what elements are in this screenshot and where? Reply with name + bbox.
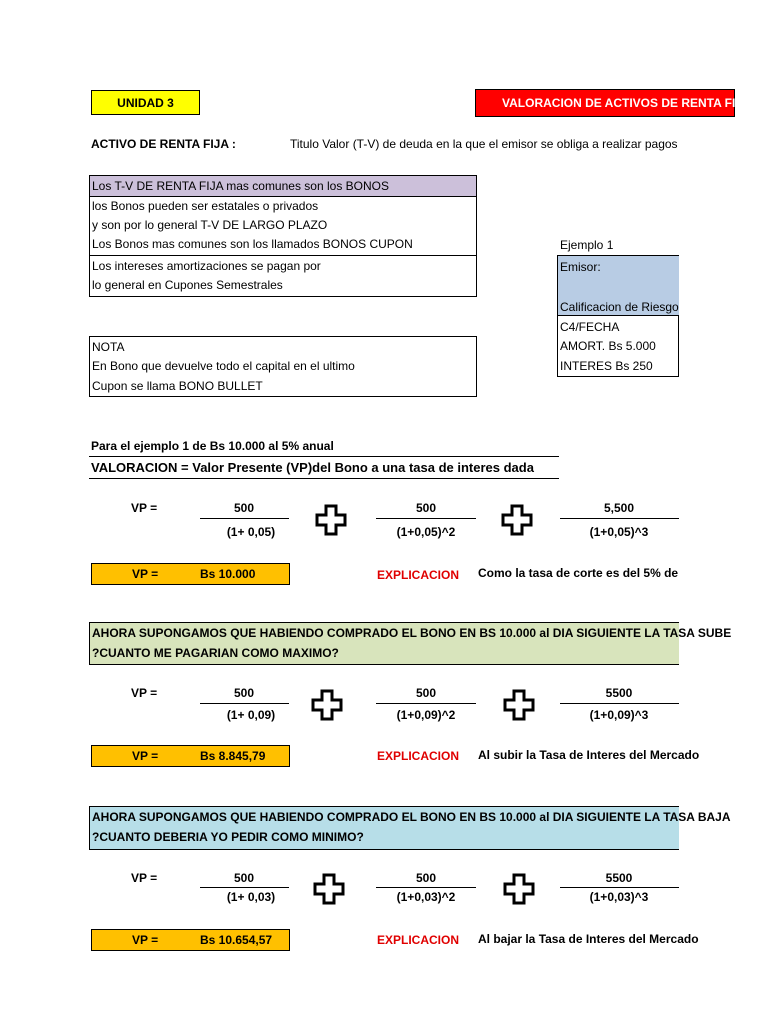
definition-text-clip (290, 137, 679, 155)
result-label: VP = (132, 567, 159, 581)
nota-line: Cupon se llama BONO BULLET (92, 379, 263, 393)
schedule-amort: AMORT. Bs 5.000 (560, 339, 656, 353)
denominator: (1+0,03)^3 (589, 890, 649, 904)
scenario-question: ?CUANTO DEBERIA YO PEDIR COMO MINIMO? (92, 830, 364, 844)
numerator: 500 (415, 871, 437, 885)
bonds-box-header: Los T-V DE RENTA FIJA mas comunes son los BONOS (90, 176, 476, 197)
fraction-bar (200, 887, 289, 888)
denominator: (1+ 0,09) (226, 708, 276, 722)
explicacion-text-clip (478, 748, 700, 766)
valuation-definition-row (89, 456, 559, 479)
plus-icon (312, 872, 346, 906)
fraction-bar (376, 518, 476, 519)
definition-term: ACTIVO DE RENTA FIJA : (91, 137, 236, 151)
explicacion-text: Como la tasa de corte es del 5% de (478, 566, 679, 580)
bonds-box-line: los Bonos pueden ser estatales o privados (92, 199, 319, 213)
numerator: 500 (415, 686, 437, 700)
denominator: (1+ 0,05) (226, 525, 276, 539)
nota-line: En Bono que devuelve todo el capital en el ultimo (92, 359, 355, 373)
bonds-info-box (89, 175, 477, 297)
emisor-label: Emisor: (560, 260, 601, 274)
result-label: VP = (132, 749, 159, 763)
bonds-box-line: Los intereses amortizaciones se pagan por (92, 259, 321, 273)
vp-label: VP = (131, 501, 158, 515)
numerator: 500 (233, 871, 255, 885)
example-schedule-panel (557, 315, 679, 377)
scenario-question: AHORA SUPONGAMOS QUE HABIENDO COMPRADO EL BONO EN BS 10.000 al DIA SIGUIENTE LA TASA BAJA (92, 810, 731, 824)
plus-icon (310, 688, 344, 722)
valuation-definition: VALORACION = Valor Presente (VP)del Bono a una tasa de interes dada (91, 460, 534, 475)
explicacion-label: EXPLICACION (377, 749, 460, 763)
result-box (91, 745, 290, 767)
fraction-bar (560, 703, 679, 704)
bonds-box-line: Los Bonos mas comunes son los llamados BONOS CUPON (92, 237, 413, 251)
result-box (91, 563, 290, 585)
nota-title: NOTA (92, 340, 125, 354)
scenario-question: ?CUANTO ME PAGARIAN COMO MAXIMO? (92, 646, 339, 660)
numerator: 500 (233, 686, 255, 700)
fraction-bar (560, 887, 679, 888)
calificacion-label: Calificacion de Riesgo (560, 300, 679, 314)
explicacion-text: Al subir la Tasa de Interes del Mercado (478, 748, 700, 762)
denominator: (1+0,05)^2 (396, 525, 456, 539)
result-box (91, 929, 290, 951)
definition-text: Titulo Valor (T-V) de deuda en la que el emisor se obliga a realizar pagos (290, 137, 678, 151)
numerator: 500 (233, 501, 255, 515)
valuation-intro: Para el ejemplo 1 de Bs 10.000 al 5% anual (91, 439, 334, 453)
result-label: VP = (132, 933, 159, 947)
explicacion-text-clip (478, 566, 679, 584)
denominator: (1+0,05)^3 (589, 525, 649, 539)
result-value: Bs 8.845,79 (200, 749, 266, 763)
result-value: Bs 10.654,57 (200, 933, 273, 947)
denominator: (1+0,09)^3 (589, 708, 649, 722)
fraction-bar (200, 703, 289, 704)
title-banner-clip (475, 89, 751, 117)
denominator: (1+ 0,03) (226, 890, 276, 904)
scenario-banner (89, 622, 732, 665)
scenario-question: AHORA SUPONGAMOS QUE HABIENDO COMPRADO EL BONO EN BS 10.000 al DIA SIGUIENTE LA TASA SUBE (92, 626, 732, 640)
explicacion-label: EXPLICACION (377, 568, 460, 582)
plus-icon (314, 503, 348, 537)
vp-label: VP = (131, 686, 158, 700)
fraction-bar (376, 703, 476, 704)
fraction-bar (376, 887, 476, 888)
schedule-interes: INTERES Bs 250 (560, 359, 653, 373)
title-banner: VALORACION DE ACTIVOS DE RENTA FIJA (475, 89, 735, 117)
fraction-bar (560, 518, 679, 519)
schedule-header: C4/FECHA (560, 320, 620, 334)
numerator: 5,500 (603, 501, 635, 515)
explicacion-label: EXPLICACION (377, 933, 460, 947)
explicacion-text: Al bajar la Tasa de Interes del Mercado (478, 932, 699, 946)
bonds-box-line: lo general en Cupones Semestrales (92, 278, 283, 292)
fraction-bar (200, 518, 289, 519)
plus-icon (502, 688, 536, 722)
plus-icon (500, 503, 534, 537)
example-emisor-panel (557, 255, 679, 316)
numerator: 5500 (605, 686, 633, 700)
unit-label: UNIDAD 3 (91, 90, 200, 115)
explicacion-text-clip (478, 932, 699, 950)
denominator: (1+0,03)^2 (396, 890, 456, 904)
example-panel-vline (678, 315, 679, 377)
result-value: Bs 10.000 (200, 567, 256, 581)
vp-label: VP = (131, 871, 158, 885)
denominator: (1+0,09)^2 (396, 708, 456, 722)
numerator: 500 (415, 501, 437, 515)
numerator: 5500 (605, 871, 633, 885)
plus-icon (502, 872, 536, 906)
example-label: Ejemplo 1 (560, 238, 614, 252)
nota-box (89, 336, 477, 397)
bonds-box-line: y son por lo general T-V DE LARGO PLAZO (92, 218, 328, 232)
scenario-banner (89, 806, 731, 850)
